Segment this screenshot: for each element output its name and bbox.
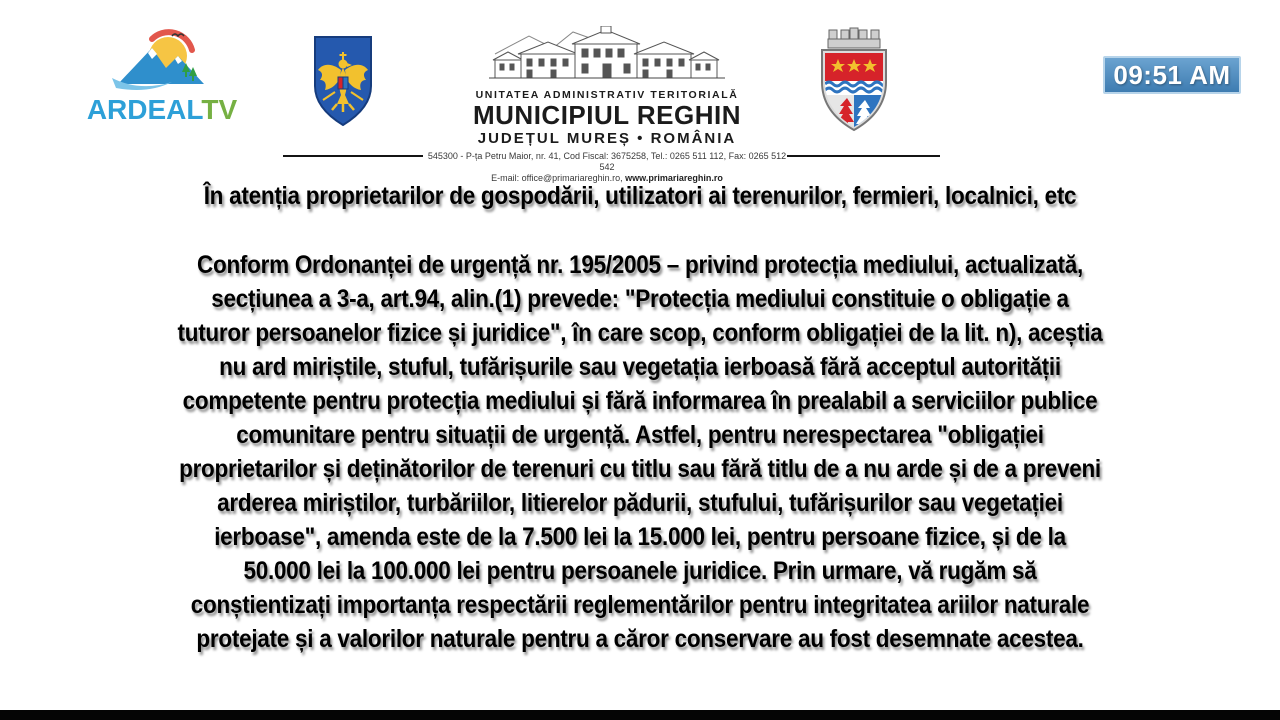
body-line: ierboase", amenda este de la 7.500 lei la 15.000 lei, pentru persoane fizice, și de la xyxy=(214,523,1066,551)
letterhead xyxy=(427,26,787,184)
channel-name-tv: TV xyxy=(201,94,238,125)
announcement-headline: În atenția proprietarilor de gospodării, utilizatori ai terenurilor, fermieri, localnici, etc xyxy=(203,182,1077,210)
romania-coat-of-arms-icon xyxy=(312,34,374,133)
letterhead-rule-right xyxy=(787,155,940,157)
authority-line: UNITATEA ADMINISTRATIV TERITORIALĂ xyxy=(475,89,739,101)
channel-name xyxy=(82,94,242,125)
body-line: competente pentru protecția mediului și fără informarea în prealabil a serviciilor publice xyxy=(182,387,1098,415)
body-line: tuturor persoanelor fizice și juridice", în care scop, conform obligației de la lit. n), aceștia xyxy=(177,319,1103,347)
municipality-name: MUNICIPIUL REGHIN xyxy=(472,100,742,130)
body-line: comunitare pentru situații de urgență. Astfel, pentru nerespectarea "obligației xyxy=(236,421,1044,449)
mountain-sun-icon xyxy=(110,26,214,96)
body-line: arderea miriștilor, turbăriilor, litierelor pădurii, stufului, tufărișurilor sau vegetației xyxy=(217,489,1063,517)
body-line: protejate și a valorilor naturale pentru a căror conservare au fost desemnate acestea. xyxy=(196,625,1084,653)
body-line: 50.000 lei la 100.000 lei pentru persoanele juridice. Prin urmare, vă rugăm să xyxy=(243,557,1037,585)
letterhead-address: 545300 - P-ța Petru Maior, nr. 41, Cod Fiscal: 3675258, Tel.: 0265 511 112, Fax: 0265 512 542 xyxy=(427,151,787,172)
ardeal-tv-logo xyxy=(82,26,242,123)
announcement-body xyxy=(64,248,1216,656)
town-hall-sketch-icon xyxy=(489,26,725,88)
body-line: nu ard miriștile, stuful, tufărișurile sau vegetația ierboasă fără acceptul autorității xyxy=(219,353,1061,381)
letterhead-website: www.primariareghin.ro xyxy=(625,173,723,183)
county-line: JUDEȚUL MUREȘ • ROMÂNIA xyxy=(477,130,737,147)
letterbox-bar xyxy=(0,710,1280,720)
body-line: secțiunea a 3-a, art.94, alin.(1) prevede: "Protecția mediului constituie o obligație a xyxy=(211,285,1069,313)
body-line: proprietarilor și deținătorilor de terenuri cu titlu sau fără titlu de a nu arde și de a preveni xyxy=(179,455,1101,483)
body-line: Conform Ordonanței de urgență nr. 195/2005 – privind protecția mediului, actualizată, xyxy=(196,251,1084,279)
channel-name-ardeal: ARDEAL xyxy=(86,94,202,125)
letterhead-rule-left xyxy=(283,155,423,157)
letterhead-contact xyxy=(427,151,787,184)
letterhead-email: E-mail: office@primariareghin.ro, xyxy=(491,173,623,183)
clock-badge: 09:51 AM xyxy=(1103,56,1241,94)
body-line: conștientizați importanța respectării reglementărilor pentru integritatea ariilor naturale xyxy=(190,591,1090,619)
reghin-coat-of-arms-icon xyxy=(814,26,894,143)
